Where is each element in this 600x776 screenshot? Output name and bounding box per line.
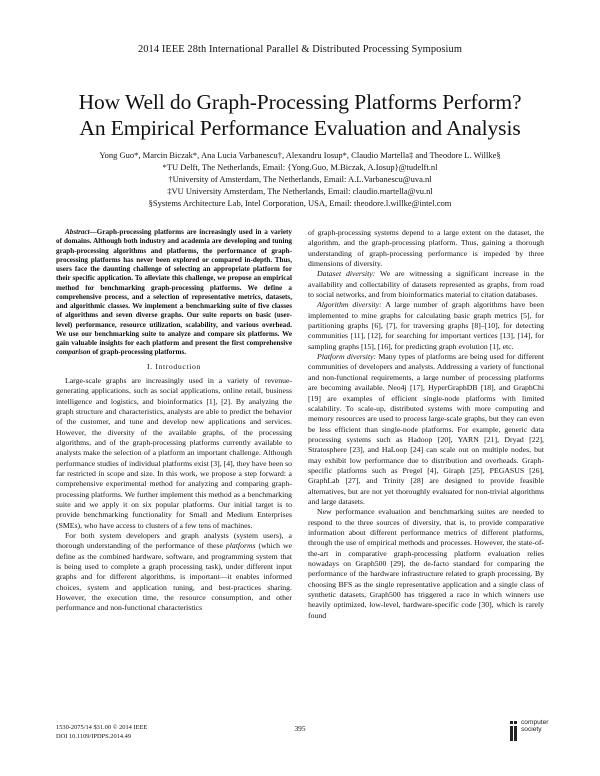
platform-diversity-paragraph	[308, 352, 544, 507]
affiliation-intel: §Systems Architecture Lab, Intel Corporation, USA, Email: theodore.l.willke@intel.com	[148, 198, 452, 208]
abstract-text-1: —Graph-processing platforms are increasingly used in a variety of domains. Although both industry and academia are developing and tuning graph-processing algorithms and platforms, the performance of graph-processing platforms has never been explored or compared in-depth. Thus, users face the daunting challenge of selecting an appropriate platform for their specific application. To alleviate this challenge, we propose an empirical method for benchmarking graph-processing platforms. We define a comprehensive process, and a selection of representative metrics, datasets, and algorithmic classes. We implement a benchmarking suite of five classes of algorithms and seven diverse graphs. Our suite reports on basic (user-level) performance, resource utilization, scalability, and various overhead. We use our benchmarking suite to analyze and compare six platforms. We gain valuable insights for each platform and present the first comprehensive	[56, 228, 292, 347]
author-names: Yong Guo*, Marcin Biczak*, Ana Lucia Varbanescu†, Alexandru Iosup*, Claudio Martella‡ and Theodore L. Willke§	[99, 150, 501, 160]
paper-title	[40, 89, 560, 141]
dataset-diversity-text: We are witnessing a significant increase in the availability and collectability of datasets represented as graphs, from road to social networks, and from bioinformatics material to citation databases.	[308, 269, 544, 300]
right-paragraph-continuation: of graph-processing systems depend to a large extent on the dataset, the algorithm, and the graph-processing platform. Thus, gaining a thorough understanding of graph-processing performance is impeded by three dimensions of diversity.	[308, 228, 544, 269]
conference-header: 2014 IEEE 28th International Parallel & Distributed Processing Symposium	[137, 44, 463, 55]
abstract-lead: Abstract	[65, 228, 90, 236]
dataset-diversity-paragraph	[308, 269, 544, 300]
left-column	[56, 228, 292, 614]
computer-society-wordmark	[521, 719, 549, 733]
abstract-emphasis: comparison	[56, 348, 91, 357]
title-line-2: An Empirical Performance Evaluation and Analysis	[79, 116, 521, 140]
platform-diversity-text: Many types of platforms are being used for different communities of developers and analysts. Addressing a variety of functional and non-functional requirements, a large number of processing platforms are becoming available. Neo4j [17], HyperGraphDB [18], and GraphChi [19] are examples of efficient single-node platforms with limited scalability. To scale-up, distributed systems with more computing and memory resources are used to process large-scale graphs, but they can even be less efficient than single-node platforms. For example, generic data processing systems such as Hadoop [20], YARN [21], Dryad [22], Stratosphere [23], and HaLoop [24] can scale out on multiple nodes, but may exhibit low performance due to distribution and overheads. Graph-specific platforms such as Pregel [4], Giraph [25], PEGASUS [26], GraphLab [27], and Trinity [28] are designed to provide feasible alternatives, but are not yet thoroughly evaluated for non-trivial algorithms and large datasets.	[308, 352, 544, 506]
platform-diversity-label: Platform diversity:	[317, 352, 377, 362]
logo-word-computer: computer	[521, 719, 549, 726]
affiliation-uva: †University of Amsterdam, The Netherlands, Email: A.L.Varbanescu@uva.nl	[168, 174, 432, 184]
footer-isbn: 1530-2075/14 $31.00 © 2014 IEEE	[56, 724, 148, 731]
benchmarking-paragraph: New performance evaluation and benchmarking suites are needed to respond to the three sources of diversity, that is, to provide comparative information about different performance metrics of different platforms, through the use of empirical methods and processes. However, the state-of-the-art in comparative graph-processing platform evaluation relies nowadays on Graph500 [29], the de-facto standard for comparing the performance of the hardware infrastructure related to graph processing. By choosing BFS as the single representative application and a single class of synthetic datasets, Graph500 has triggered a race in which winners use heavily optimized, low-level, hardware-specific code [30], which is rarely found	[308, 507, 544, 620]
right-column	[308, 228, 544, 621]
algorithm-diversity-paragraph	[308, 300, 544, 352]
algorithm-diversity-label: Algorithm diversity:	[317, 300, 382, 310]
footer-doi: DOI 10.1109/IPDPS.2014.49	[56, 732, 132, 740]
intro-paragraph-1: Large-scale graphs are increasingly used in a variety of revenue-generating applications, such as social applications, online retail, business intelligence and logistics, and bioinformatics [1], [2]. By analyzing the graph structure and characteristics, analysts are able to predict the behavior of the customer, and tune and develop new applications and services. However, the diversity of the available graphs, of the processing algorithms, and of the graph-processing platforms currently available to analysts make the selection of a platform an important challenge. Although performance studies of individual platforms exist [3], [4], they have been so far restricted in scope and size. In this work, we propose a step forward: a comprehensive experimental method for analyzing and comparing graph-processing platforms. We further implement this method as a benchmarking suite and we apply it on six popular platforms. Our initial target is to provide benchmarking functionality for Small and Medium Enterprises (SMEs), who have access to clusters of a few tens of machines.	[56, 375, 292, 530]
intro-p2-part-b: (which we define as the combined hardware, software, and programming system that is being used to complete a graph processing task), under different input graphs and for different algorithms, is important—it enables informed choices, system and application tuning, and best-practices sharing. However, the execution time, the resource consumption, and other performance and non-functional characteristics	[56, 541, 292, 613]
intro-p2-part-a: For both system developers and graph analysts (system users), a thorough understanding of the performance of these	[56, 531, 292, 551]
algorithm-diversity-text: A large number of graph algorithms have been implemented to mine graphs for calculating basic graph metrics [5], for partitioning graphs [6], [7], for traversing graphs [8]–[10], for detecting communities [11], [12], for searching for important vertices [13], [14], for sampling graphs [15], [16], for predicting graph evolution [1], etc.	[308, 300, 544, 351]
computer-society-mark-icon	[510, 721, 518, 741]
author-block	[40, 149, 560, 209]
abstract	[56, 228, 292, 358]
logo-word-society: society	[521, 726, 542, 734]
intro-p2-emphasis: platforms	[225, 541, 256, 551]
title-line-1: How Well do Graph-Processing Platforms Perform?	[78, 90, 522, 114]
page-number: 395	[294, 724, 306, 733]
dataset-diversity-label: Dataset diversity:	[317, 269, 376, 279]
affiliation-tu-delft: *TU Delft, The Netherlands, Email: {Yong.Guo, M.Biczak, A.Iosup}@tudelft.nl	[162, 162, 438, 172]
intro-paragraph-2	[56, 531, 292, 614]
section-heading-introduction: I. Introduction	[146, 361, 202, 371]
abstract-text-2: of graph-processing platforms.	[90, 348, 187, 357]
affiliation-vu: ‡VU University Amsterdam, The Netherlands, Email: claudio.martella@vu.nl	[167, 186, 433, 196]
computer-society-logo	[510, 719, 560, 745]
